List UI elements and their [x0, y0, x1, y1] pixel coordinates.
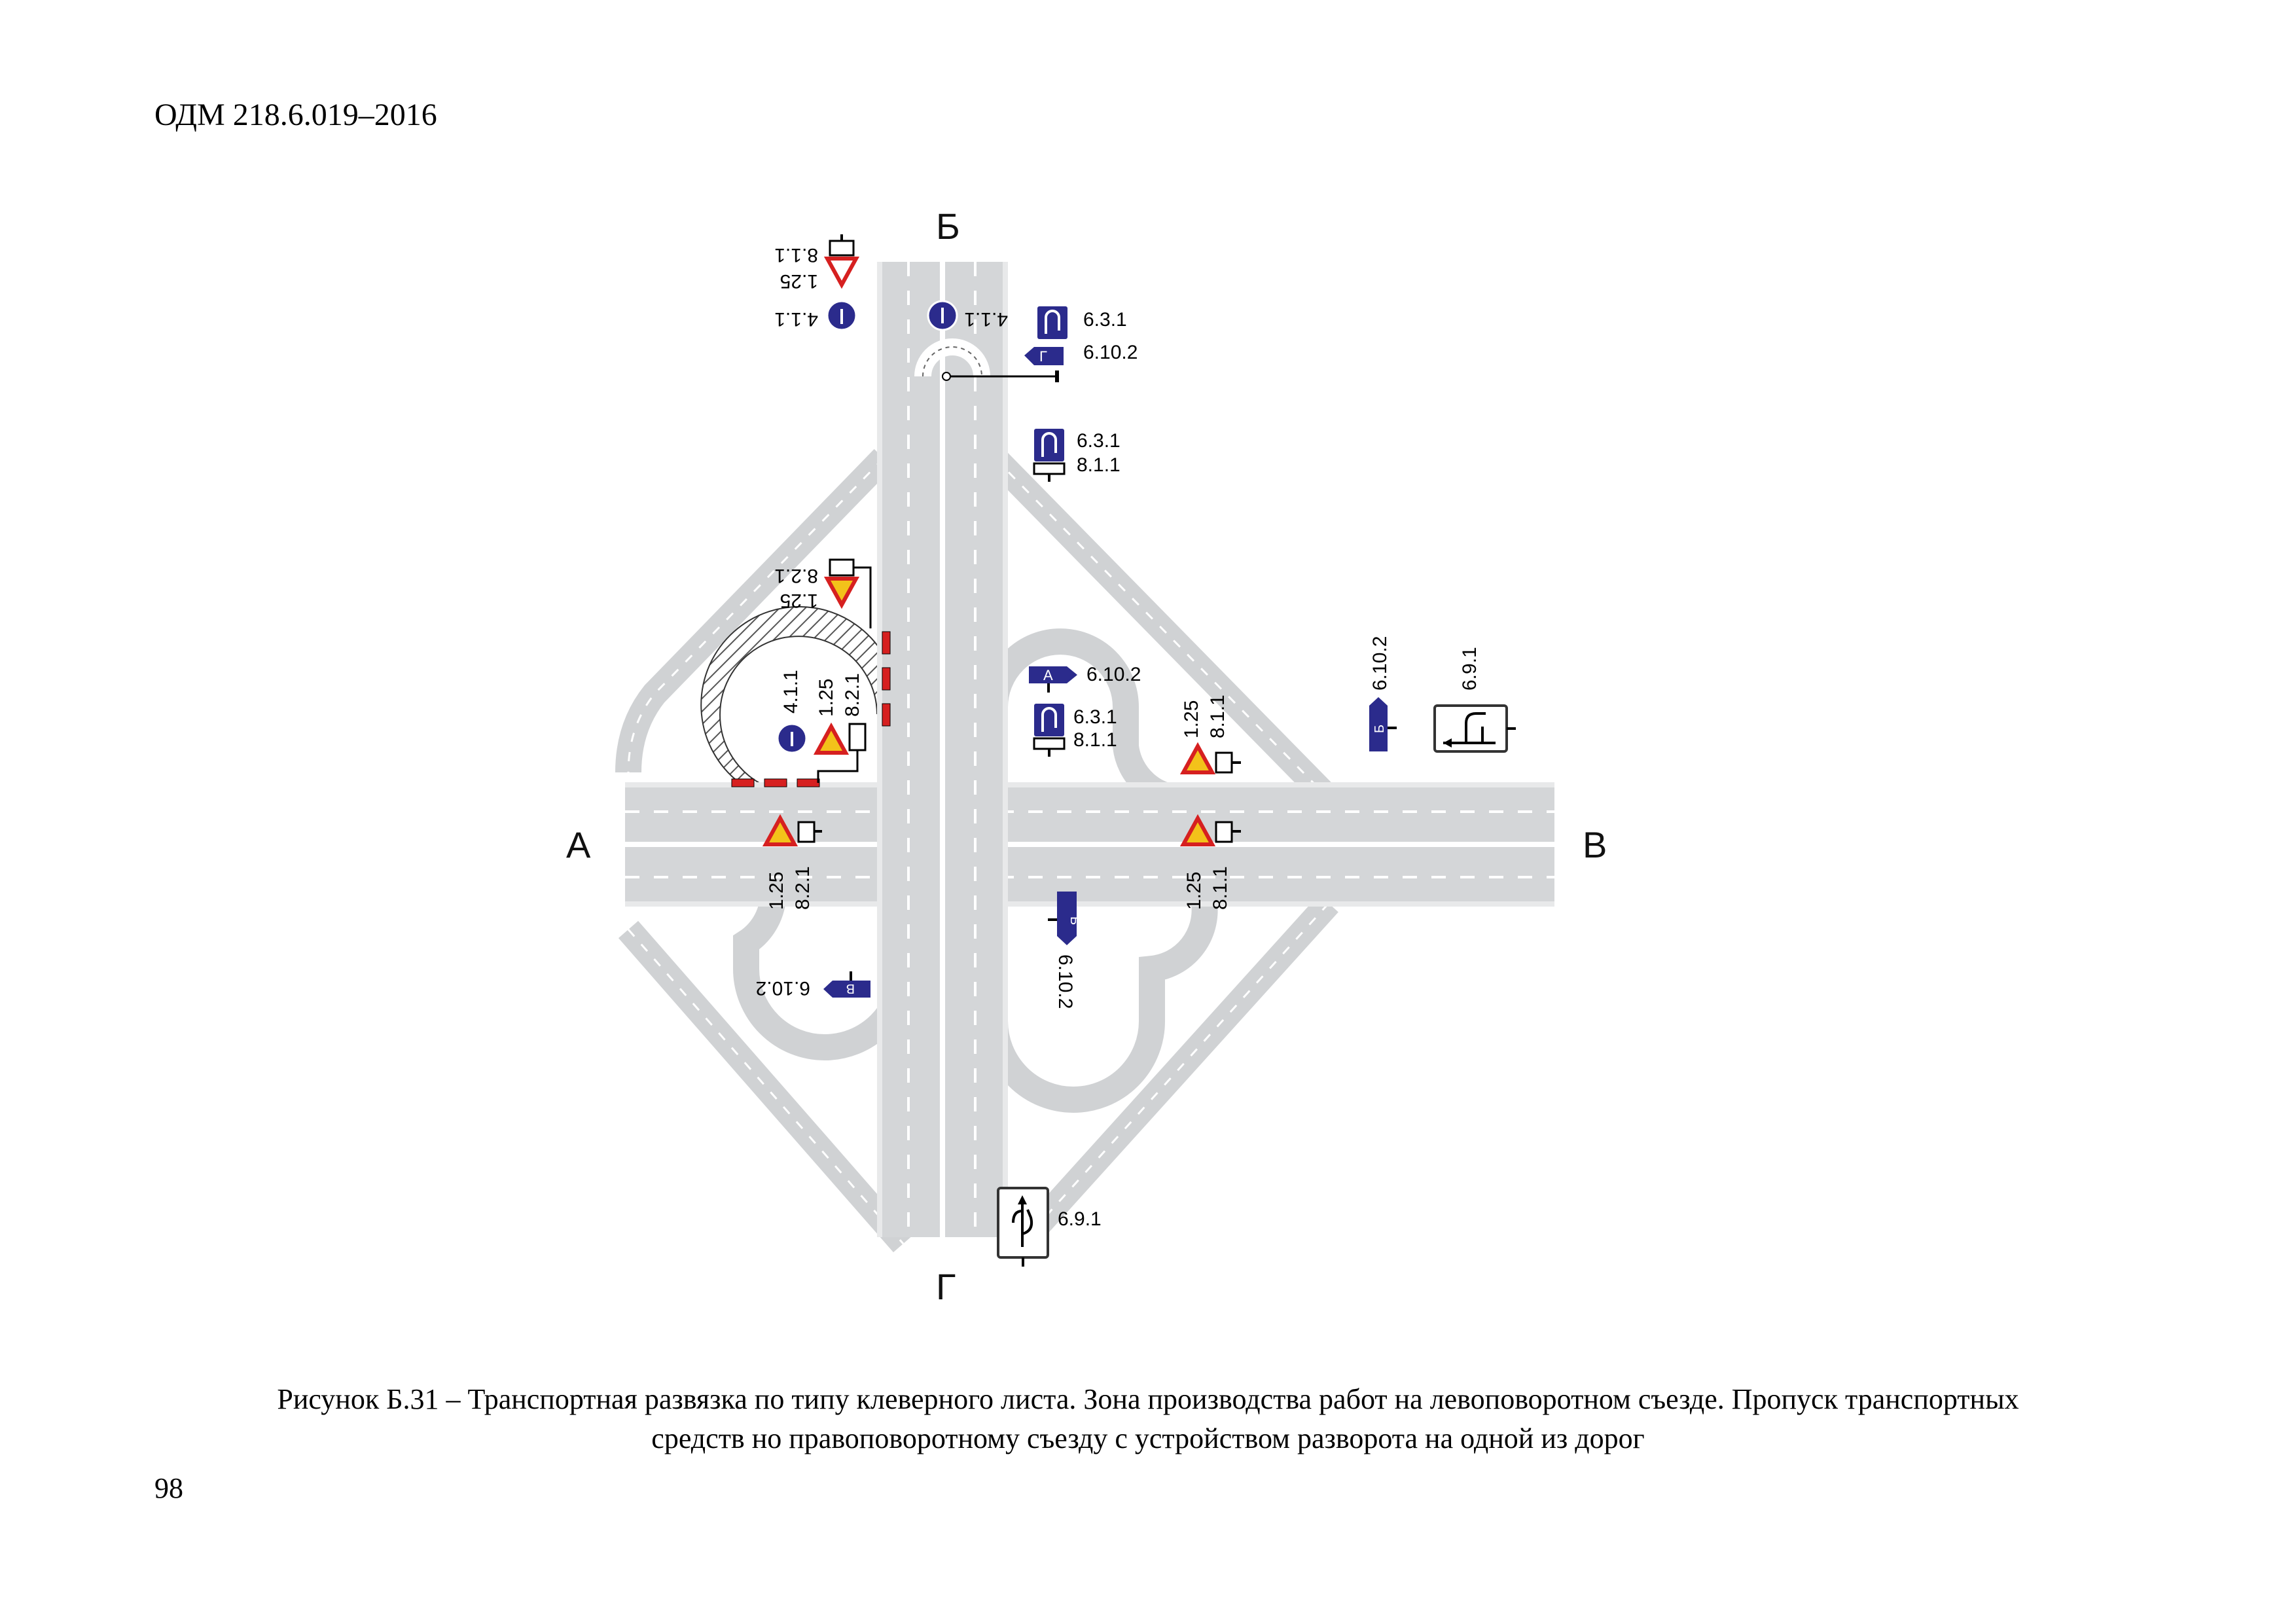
label-8-2-1-loop: 8.2.1: [842, 673, 863, 717]
sign-group-loop: [778, 670, 865, 783]
label-6-9-1-south: 6.9.1: [1058, 1208, 1102, 1230]
direction-west-label: А: [566, 824, 591, 865]
label-6-3-1-a: 6.3.1: [1083, 309, 1127, 331]
label-6-10-2-south: 6.10.2: [1054, 954, 1076, 1009]
plate-letter-v: В: [846, 981, 855, 996]
figure-caption: [105, 1380, 2191, 1458]
plate-letter-g: Г: [1039, 348, 1047, 365]
sign-6-3-1-ne: [1034, 704, 1117, 757]
label-8-1-1-ne2: 8.1.1: [1207, 695, 1229, 738]
label-6-3-1-b: 6.3.1: [1077, 430, 1121, 452]
label-1-25-ne: 1.25: [1181, 700, 1202, 738]
direction-south-label: Г: [936, 1266, 956, 1307]
caption-line-2: средств но правоповоротному съезду с устройством разворота на одной из дорог: [651, 1422, 1645, 1454]
label-1-25-sw: 1.25: [766, 871, 787, 910]
label-1-25-top: 1.25: [780, 270, 818, 292]
label-4-1-1-top: 4.1.1: [774, 308, 818, 330]
label-8-1-1-b: 8.1.1: [1077, 454, 1121, 476]
plate-letter-b-south: Б: [1067, 916, 1082, 926]
plate-letter-a: А: [1043, 667, 1053, 683]
label-8-1-1-se: 8.1.1: [1210, 866, 1231, 910]
label-8-1-1-ne: 8.1.1: [1073, 729, 1117, 751]
sign-6-10-2-south: [1048, 892, 1082, 1009]
label-6-3-1-ne: 6.3.1: [1073, 706, 1117, 728]
sign-6-10-2-sw: [756, 971, 870, 999]
direction-east-label: В: [1583, 824, 1607, 865]
label-1-25-se: 1.25: [1183, 871, 1205, 910]
label-4-1-1-center: 4.1.1: [964, 308, 1008, 330]
page-number: 98: [154, 1472, 183, 1504]
label-1-25-loop: 1.25: [816, 678, 837, 717]
label-8-2-1-nw: 8.2.1: [774, 565, 818, 586]
label-6-9-1-east: 6.9.1: [1459, 647, 1480, 691]
caption-line-1: Рисунок Б.31 – Транспортная развязка по типу клеверного листа. Зона производства работ на левоповоротном съезде. Пропуск транспортных: [277, 1383, 2019, 1415]
document-code: ОДМ 218.6.019–2016: [154, 98, 437, 132]
label-6-10-2-east: 6.10.2: [1369, 636, 1391, 691]
sign-6-10-2-east: [1369, 636, 1397, 751]
sign-6-10-2-top: [1024, 342, 1138, 365]
label-6-10-2-sw: 6.10.2: [755, 977, 810, 999]
sign-6-9-1-east: [1435, 647, 1516, 751]
label-6-10-2-a: 6.10.2: [1083, 342, 1138, 363]
sign-group-top-left: [774, 234, 856, 330]
label-8-1-1-top: 8.1.1: [774, 244, 818, 266]
sign-6-3-1-top: [1037, 306, 1127, 339]
label-1-25-nw: 1.25: [780, 590, 818, 611]
plate-letter-b-east: Б: [1372, 724, 1387, 733]
label-4-1-1-loop: 4.1.1: [780, 670, 802, 713]
sign-6-3-1-mid: [1034, 429, 1121, 482]
label-6-10-2-ne: 6.10.2: [1086, 664, 1141, 685]
road-north-south: [877, 262, 1008, 1237]
label-8-2-1-sw: 8.2.1: [792, 866, 814, 910]
direction-north-label: Б: [936, 206, 960, 247]
